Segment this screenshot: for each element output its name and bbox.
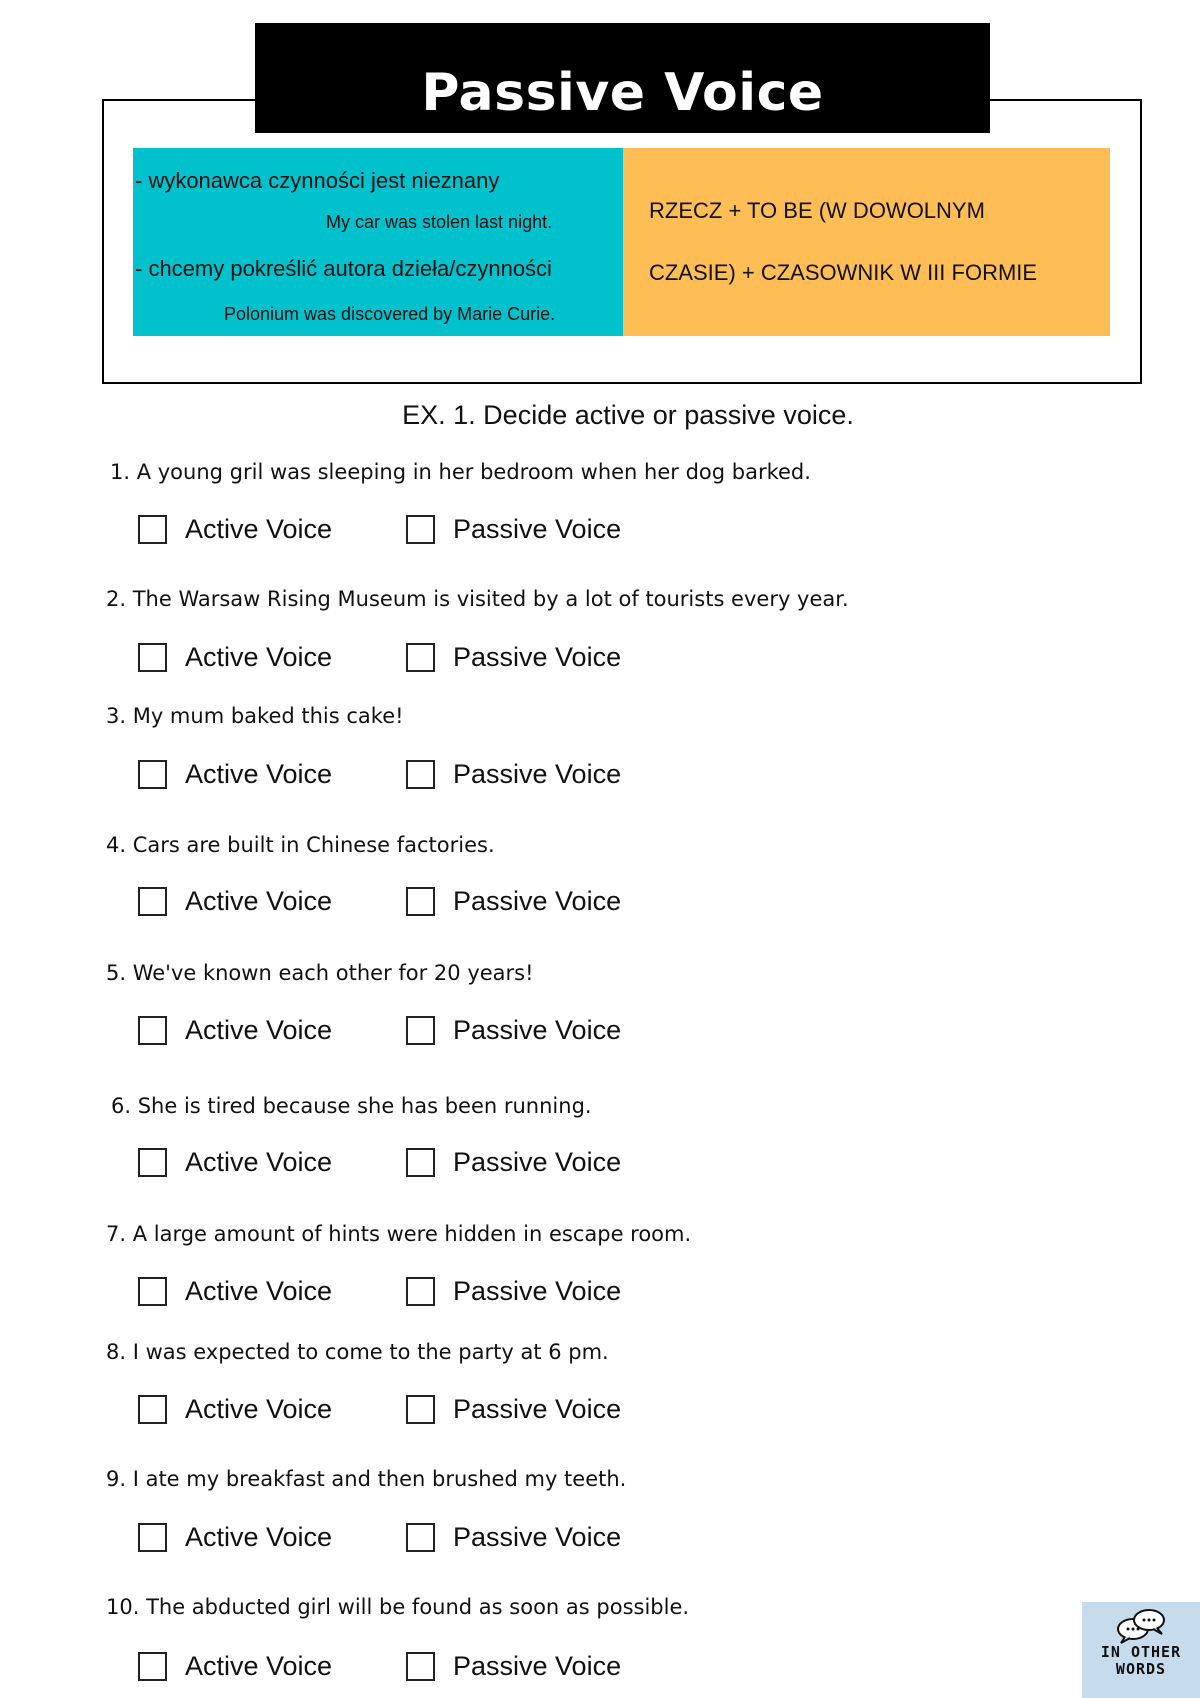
passive-voice-checkbox[interactable] bbox=[406, 1277, 435, 1306]
question-6: 6. She is tired because she has been running. bbox=[111, 1094, 592, 1118]
passive-voice-option-9[interactable] bbox=[406, 1522, 621, 1553]
passive-voice-checkbox[interactable] bbox=[406, 1148, 435, 1177]
formula-line-1: RZECZ + TO BE (W DOWOLNYM bbox=[649, 198, 985, 223]
use-case-1: - wykonawca czynności jest nieznany bbox=[135, 168, 500, 193]
passive-voice-label: Passive Voice bbox=[453, 1393, 622, 1424]
logo-line-2: WORDS bbox=[1115, 1660, 1167, 1678]
active-voice-label: Active Voice bbox=[185, 513, 333, 544]
passive-voice-label: Passive Voice bbox=[453, 885, 622, 916]
active-voice-label: Active Voice bbox=[185, 885, 333, 916]
active-voice-checkbox[interactable] bbox=[138, 1395, 167, 1424]
passive-voice-checkbox[interactable] bbox=[406, 1652, 435, 1681]
active-voice-checkbox[interactable] bbox=[138, 1277, 167, 1306]
speech-bubbles-icon bbox=[1115, 1608, 1167, 1644]
active-voice-option-5[interactable] bbox=[138, 1015, 406, 1046]
active-voice-option-4[interactable] bbox=[138, 886, 406, 917]
active-voice-label: Active Voice bbox=[185, 1521, 333, 1552]
active-voice-label: Active Voice bbox=[185, 1275, 333, 1306]
passive-voice-label: Passive Voice bbox=[453, 758, 622, 789]
passive-voice-option-4[interactable] bbox=[406, 886, 621, 917]
active-voice-checkbox[interactable] bbox=[138, 1148, 167, 1177]
answer-options-1 bbox=[138, 512, 621, 546]
answer-options-10 bbox=[138, 1649, 621, 1683]
question-4: 4. Cars are built in Chinese factories. bbox=[106, 833, 495, 857]
active-voice-checkbox[interactable] bbox=[138, 1016, 167, 1045]
active-voice-label: Active Voice bbox=[185, 758, 333, 789]
answer-options-4 bbox=[138, 884, 621, 918]
active-voice-option-1[interactable] bbox=[138, 514, 406, 545]
active-voice-checkbox[interactable] bbox=[138, 887, 167, 916]
passive-voice-label: Passive Voice bbox=[453, 1521, 622, 1552]
passive-voice-option-5[interactable] bbox=[406, 1015, 621, 1046]
active-voice-option-2[interactable] bbox=[138, 642, 406, 673]
question-9: 9. I ate my breakfast and then brushed my teeth. bbox=[106, 1467, 627, 1491]
logo-line-1: IN OTHER bbox=[1100, 1643, 1182, 1661]
answer-options-8 bbox=[138, 1392, 621, 1426]
question-2: 2. The Warsaw Rising Museum is visited by a lot of tourists every year. bbox=[106, 587, 849, 611]
active-voice-label: Active Voice bbox=[185, 641, 333, 672]
answer-options-6 bbox=[138, 1145, 621, 1179]
answer-options-2 bbox=[138, 640, 621, 674]
passive-voice-option-8[interactable] bbox=[406, 1394, 621, 1425]
passive-voice-checkbox[interactable] bbox=[406, 1016, 435, 1045]
passive-voice-label: Passive Voice bbox=[453, 1275, 622, 1306]
passive-voice-checkbox[interactable] bbox=[406, 515, 435, 544]
passive-voice-label: Passive Voice bbox=[453, 1650, 622, 1681]
example-1: My car was stolen last night. bbox=[326, 212, 553, 232]
active-voice-checkbox[interactable] bbox=[138, 643, 167, 672]
active-voice-checkbox[interactable] bbox=[138, 760, 167, 789]
passive-voice-option-3[interactable] bbox=[406, 759, 621, 790]
active-voice-option-8[interactable] bbox=[138, 1394, 406, 1425]
passive-voice-checkbox[interactable] bbox=[406, 1523, 435, 1552]
active-voice-option-7[interactable] bbox=[138, 1276, 406, 1307]
passive-voice-checkbox[interactable] bbox=[406, 643, 435, 672]
active-voice-label: Active Voice bbox=[185, 1146, 333, 1177]
active-voice-option-3[interactable] bbox=[138, 759, 406, 790]
passive-voice-option-1[interactable] bbox=[406, 514, 621, 545]
passive-voice-option-2[interactable] bbox=[406, 642, 621, 673]
question-5: 5. We've known each other for 20 years! bbox=[106, 961, 534, 985]
active-voice-option-9[interactable] bbox=[138, 1522, 406, 1553]
page-title: Passive Voice bbox=[421, 63, 824, 123]
title-banner bbox=[255, 23, 990, 133]
question-7: 7. A large amount of hints were hidden in escape room. bbox=[106, 1222, 692, 1246]
passive-voice-label: Passive Voice bbox=[453, 641, 622, 672]
active-voice-label: Active Voice bbox=[185, 1393, 333, 1424]
in-other-words-logo bbox=[1082, 1602, 1200, 1698]
formula-line-2: CZASIE) + CZASOWNIK W III FORMIE bbox=[649, 260, 1038, 285]
use-case-2: - chcemy pokreślić autora dzieła/czynności bbox=[135, 256, 552, 281]
passive-voice-label: Passive Voice bbox=[453, 1014, 622, 1045]
question-3: 3. My mum baked this cake! bbox=[106, 704, 404, 728]
active-voice-checkbox[interactable] bbox=[138, 515, 167, 544]
question-8: 8. I was expected to come to the party at 6 pm. bbox=[106, 1340, 609, 1364]
example-2: Polonium was discovered by Marie Curie. bbox=[224, 304, 556, 324]
answer-options-3 bbox=[138, 757, 621, 791]
question-1: 1. A young gril was sleeping in her bedroom when her dog barked. bbox=[110, 460, 811, 484]
active-voice-label: Active Voice bbox=[185, 1650, 333, 1681]
active-voice-checkbox[interactable] bbox=[138, 1523, 167, 1552]
active-voice-option-6[interactable] bbox=[138, 1147, 406, 1178]
exercise-heading: EX. 1. Decide active or passive voice. bbox=[402, 400, 854, 430]
passive-voice-checkbox[interactable] bbox=[406, 1395, 435, 1424]
active-voice-option-10[interactable] bbox=[138, 1651, 406, 1682]
passive-voice-option-10[interactable] bbox=[406, 1651, 621, 1682]
passive-voice-option-7[interactable] bbox=[406, 1276, 621, 1307]
passive-voice-option-6[interactable] bbox=[406, 1147, 621, 1178]
question-10: 10. The abducted girl will be found as soon as possible. bbox=[106, 1595, 690, 1619]
active-voice-label: Active Voice bbox=[185, 1014, 333, 1045]
formula-panel bbox=[623, 148, 1110, 336]
answer-options-9 bbox=[138, 1520, 621, 1554]
passive-voice-label: Passive Voice bbox=[453, 513, 622, 544]
active-voice-checkbox[interactable] bbox=[138, 1652, 167, 1681]
answer-options-7 bbox=[138, 1274, 621, 1308]
passive-voice-checkbox[interactable] bbox=[406, 887, 435, 916]
passive-voice-checkbox[interactable] bbox=[406, 760, 435, 789]
answer-options-5 bbox=[138, 1013, 621, 1047]
passive-voice-label: Passive Voice bbox=[453, 1146, 622, 1177]
